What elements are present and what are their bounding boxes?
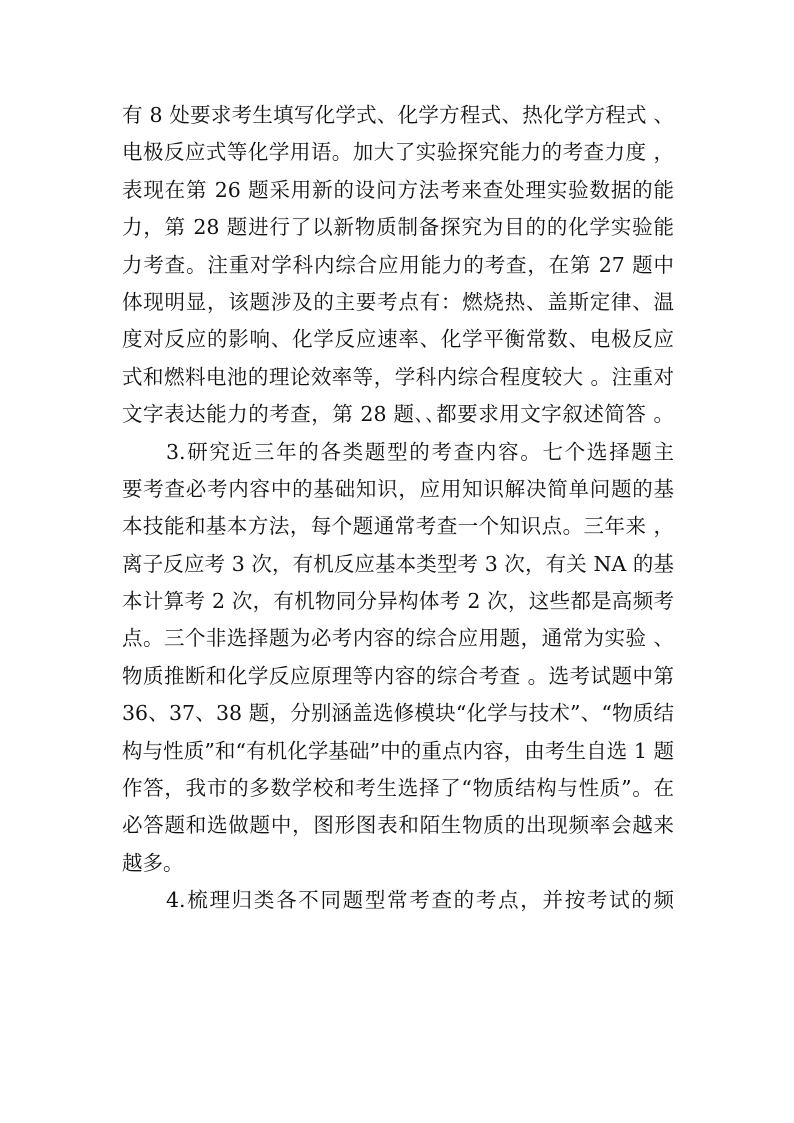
text-line: 文字表达能力的考查，第 28 题､､都要求用文字叙述简答 。 xyxy=(122,402,674,427)
text-line: 电极反应式等化学用语。加大了实验探究能力的考查力度 ， xyxy=(122,140,674,165)
text-line: 36、37、38 题，分别涵盖选修模块“化学与技术”、“物质结 xyxy=(122,701,674,726)
paragraph-3-last-line: 越多。 xyxy=(122,850,184,875)
text-line: 本技能和基本方法，每个题通常考查一个知识点。三年来 ， xyxy=(122,514,674,539)
text-line: 要考查必考内容中的基础知识，应用知识解决简单问题的基 xyxy=(122,476,674,501)
text-line: 离子反应考 3 次，有机反应基本类型考 3 次，有关 NA 的基 xyxy=(122,551,674,576)
text-line: 度对反应的影响、化学反应速率、化学平衡常数、电极反应 xyxy=(122,327,674,352)
text-line: 力考查。注重对学科内综合应用能力的考查，在第 27 题中 xyxy=(122,252,674,277)
paragraph-3-first-line: 3.研究近三年的各类题型的考查内容。七个选择题主 xyxy=(166,439,674,464)
text-line: 式和燃料电池的理论效率等，学科内综合程度较大 。注重对 xyxy=(122,364,674,389)
text-line: 力，第 28 题进行了以新物质制备探究为目的的化学实验能 xyxy=(122,215,674,240)
text-line: 体现明显，该题涉及的主要考点有：燃烧热、盖斯定律、温 xyxy=(122,289,674,314)
text-line: 本计算考 2 次，有机物同分异构体考 2 次，这些都是高频考 xyxy=(122,589,674,614)
paragraph-4-first-line: 4.梳理归类各不同题型常考查的考点，并按考试的频 xyxy=(166,888,674,913)
text-line: 必答题和选做题中，图形图表和陌生物质的出现频率会越来 xyxy=(122,813,674,838)
text-line: 有 8 处要求考生填写化学式、化学方程式、热化学方程式 、 xyxy=(122,103,674,127)
text-line: 点。三个非选择题为必考内容的综合应用题，通常为实验 、 xyxy=(122,626,674,651)
body-text xyxy=(122,97,674,920)
text-line: 构与性质”和“有机化学基础”中的重点内容，由考生自选 1 题 xyxy=(122,738,674,763)
text-line: 物质推断和化学反应原理等内容的综合考查 。选考试题中第 xyxy=(122,663,674,688)
text-line: 作答，我市的多数学校和考生选择了“物质结构与性质”。在 xyxy=(122,776,674,801)
text-line: 表现在第 26 题采用新的设问方法考来查处理实验数据的能 xyxy=(122,177,674,202)
